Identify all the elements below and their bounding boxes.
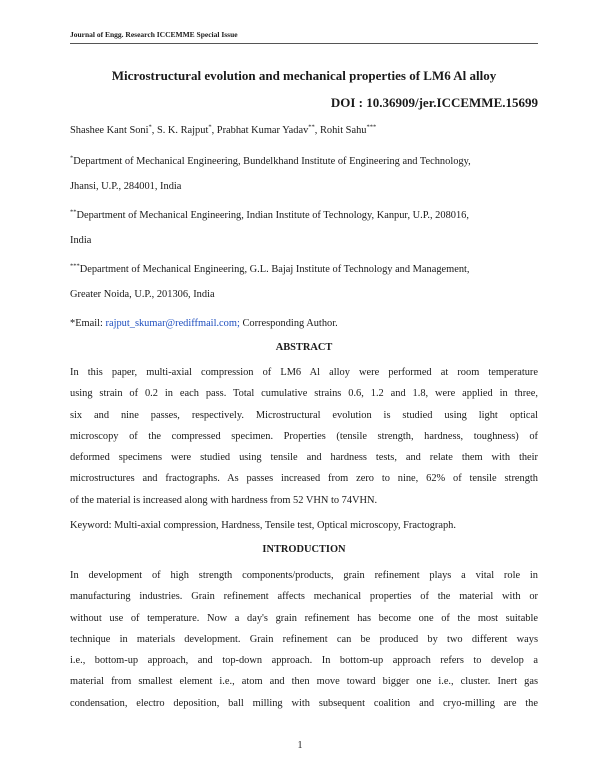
author-name: Shashee Kant Soni (70, 125, 149, 136)
affiliation-text: Department of Mechanical Engineering, Indian Institute of Technology, Kanpur, U.P., 208016, (76, 210, 469, 221)
abstract-heading: ABSTRACT (275, 342, 333, 353)
author-name: Rohit Sahu (319, 125, 367, 136)
abstract-line: of the material is increased along with hardness from 52 VHN to 74VHN. (70, 494, 378, 506)
abstract-line: In this paper, multi-axial compression of LM6 Al alloy were performed at room temperature (70, 367, 538, 378)
author-list: Shashee Kant Soni*, S. K. Rajput*, Prabhat Kumar Yadav**, Rohit Sahu*** (70, 123, 377, 136)
header-rule (70, 43, 538, 44)
affiliation-line: India (70, 235, 92, 247)
abstract-line: deformed specimens were studied using tensile and hardness tests, and relate them with their (70, 452, 538, 464)
author-mark: * (208, 123, 212, 131)
affiliation-mark: * (70, 154, 74, 162)
affiliation-text: Department of Mechanical Engineering, Bundelkhand Institute of Engineering and Technology, (73, 156, 471, 167)
affiliation (70, 205, 538, 252)
author-mark: * (148, 123, 152, 131)
author-mark: *** (366, 123, 377, 131)
affiliation-line: Jhansi, U.P., 284001, India (70, 181, 182, 193)
affiliation (70, 151, 538, 198)
introduction-body (70, 565, 538, 714)
introduction-line: technique in materials development. Grain refinement can be produced by two different ways (70, 633, 538, 645)
doi: DOI : 10.36909/jer.ICCEMME.15699 (330, 95, 538, 110)
introduction-line: without use of temperature. Now a day's grain refinement has become one of the most suitable (70, 612, 538, 624)
paper-title: Microstructural evolution and mechanical properties of LM6 Al alloy (111, 68, 497, 83)
affiliation-line: Greater Noida, U.P., 201306, India (70, 289, 215, 301)
author-mark: ** (308, 123, 315, 131)
abstract-line: microstructures and fractographs. As passes increased from zero to nine, 62% of tensile strength (70, 473, 538, 485)
affiliation-mark: *** (70, 262, 80, 270)
email-label: *Email: (70, 318, 103, 329)
journal-header: Journal of Engg. Research ICCEMME Special Issue (70, 30, 238, 39)
author-name: Prabhat Kumar Yadav (216, 125, 309, 136)
affiliation-line (70, 259, 538, 280)
introduction-line: In development of high strength components/products, grain refinement plays a vital role in (70, 570, 538, 581)
affiliation (70, 259, 538, 306)
page-number: 1 (297, 740, 303, 751)
affiliation-mark: ** (70, 208, 77, 216)
introduction-line: manufacturing industries. Grain refinement affects mechanical properties of the material with or (70, 591, 538, 603)
affiliation-line (70, 151, 538, 172)
introduction-line: i.e., bottom-up approach, and top-down approach. In bottom-up approach refers to develop a (70, 655, 538, 667)
introduction-line: material from smallest element i.e., atom and then move toward bigger one i.e., cluster. Inert gas (70, 676, 538, 688)
introduction-line: condensation, electro deposition, ball milling with subsequent coalition and cryo-milling are the (70, 697, 538, 709)
affiliation-line (70, 205, 538, 226)
affiliation-text: Department of Mechanical Engineering, G.L. Bajaj Institute of Technology and Management, (79, 264, 470, 275)
abstract-line: using strain of 0.2 in each pass. Total cumulative strains 0.6, 1.2 and 1.8, were applied in three, (70, 388, 538, 400)
email-link[interactable]: rajput_skumar@rediffmail.com; (105, 318, 240, 329)
keywords: Keyword: Multi-axial compression, Hardness, Tensile test, Optical microscopy, Fractograph. (70, 520, 456, 531)
abstract-body (70, 362, 538, 511)
abstract-line: six and nine passes, respectively. Microstructural evolution is studied using light optical (70, 409, 538, 421)
abstract-line: microscopy of the compressed specimen. Properties (tensile strength, hardness, toughness) of (70, 430, 538, 442)
introduction-heading: INTRODUCTION (262, 544, 346, 555)
author-name: S. K. Rajput (156, 125, 209, 136)
email-line (70, 313, 538, 334)
email-note: Corresponding Author. (242, 318, 338, 329)
